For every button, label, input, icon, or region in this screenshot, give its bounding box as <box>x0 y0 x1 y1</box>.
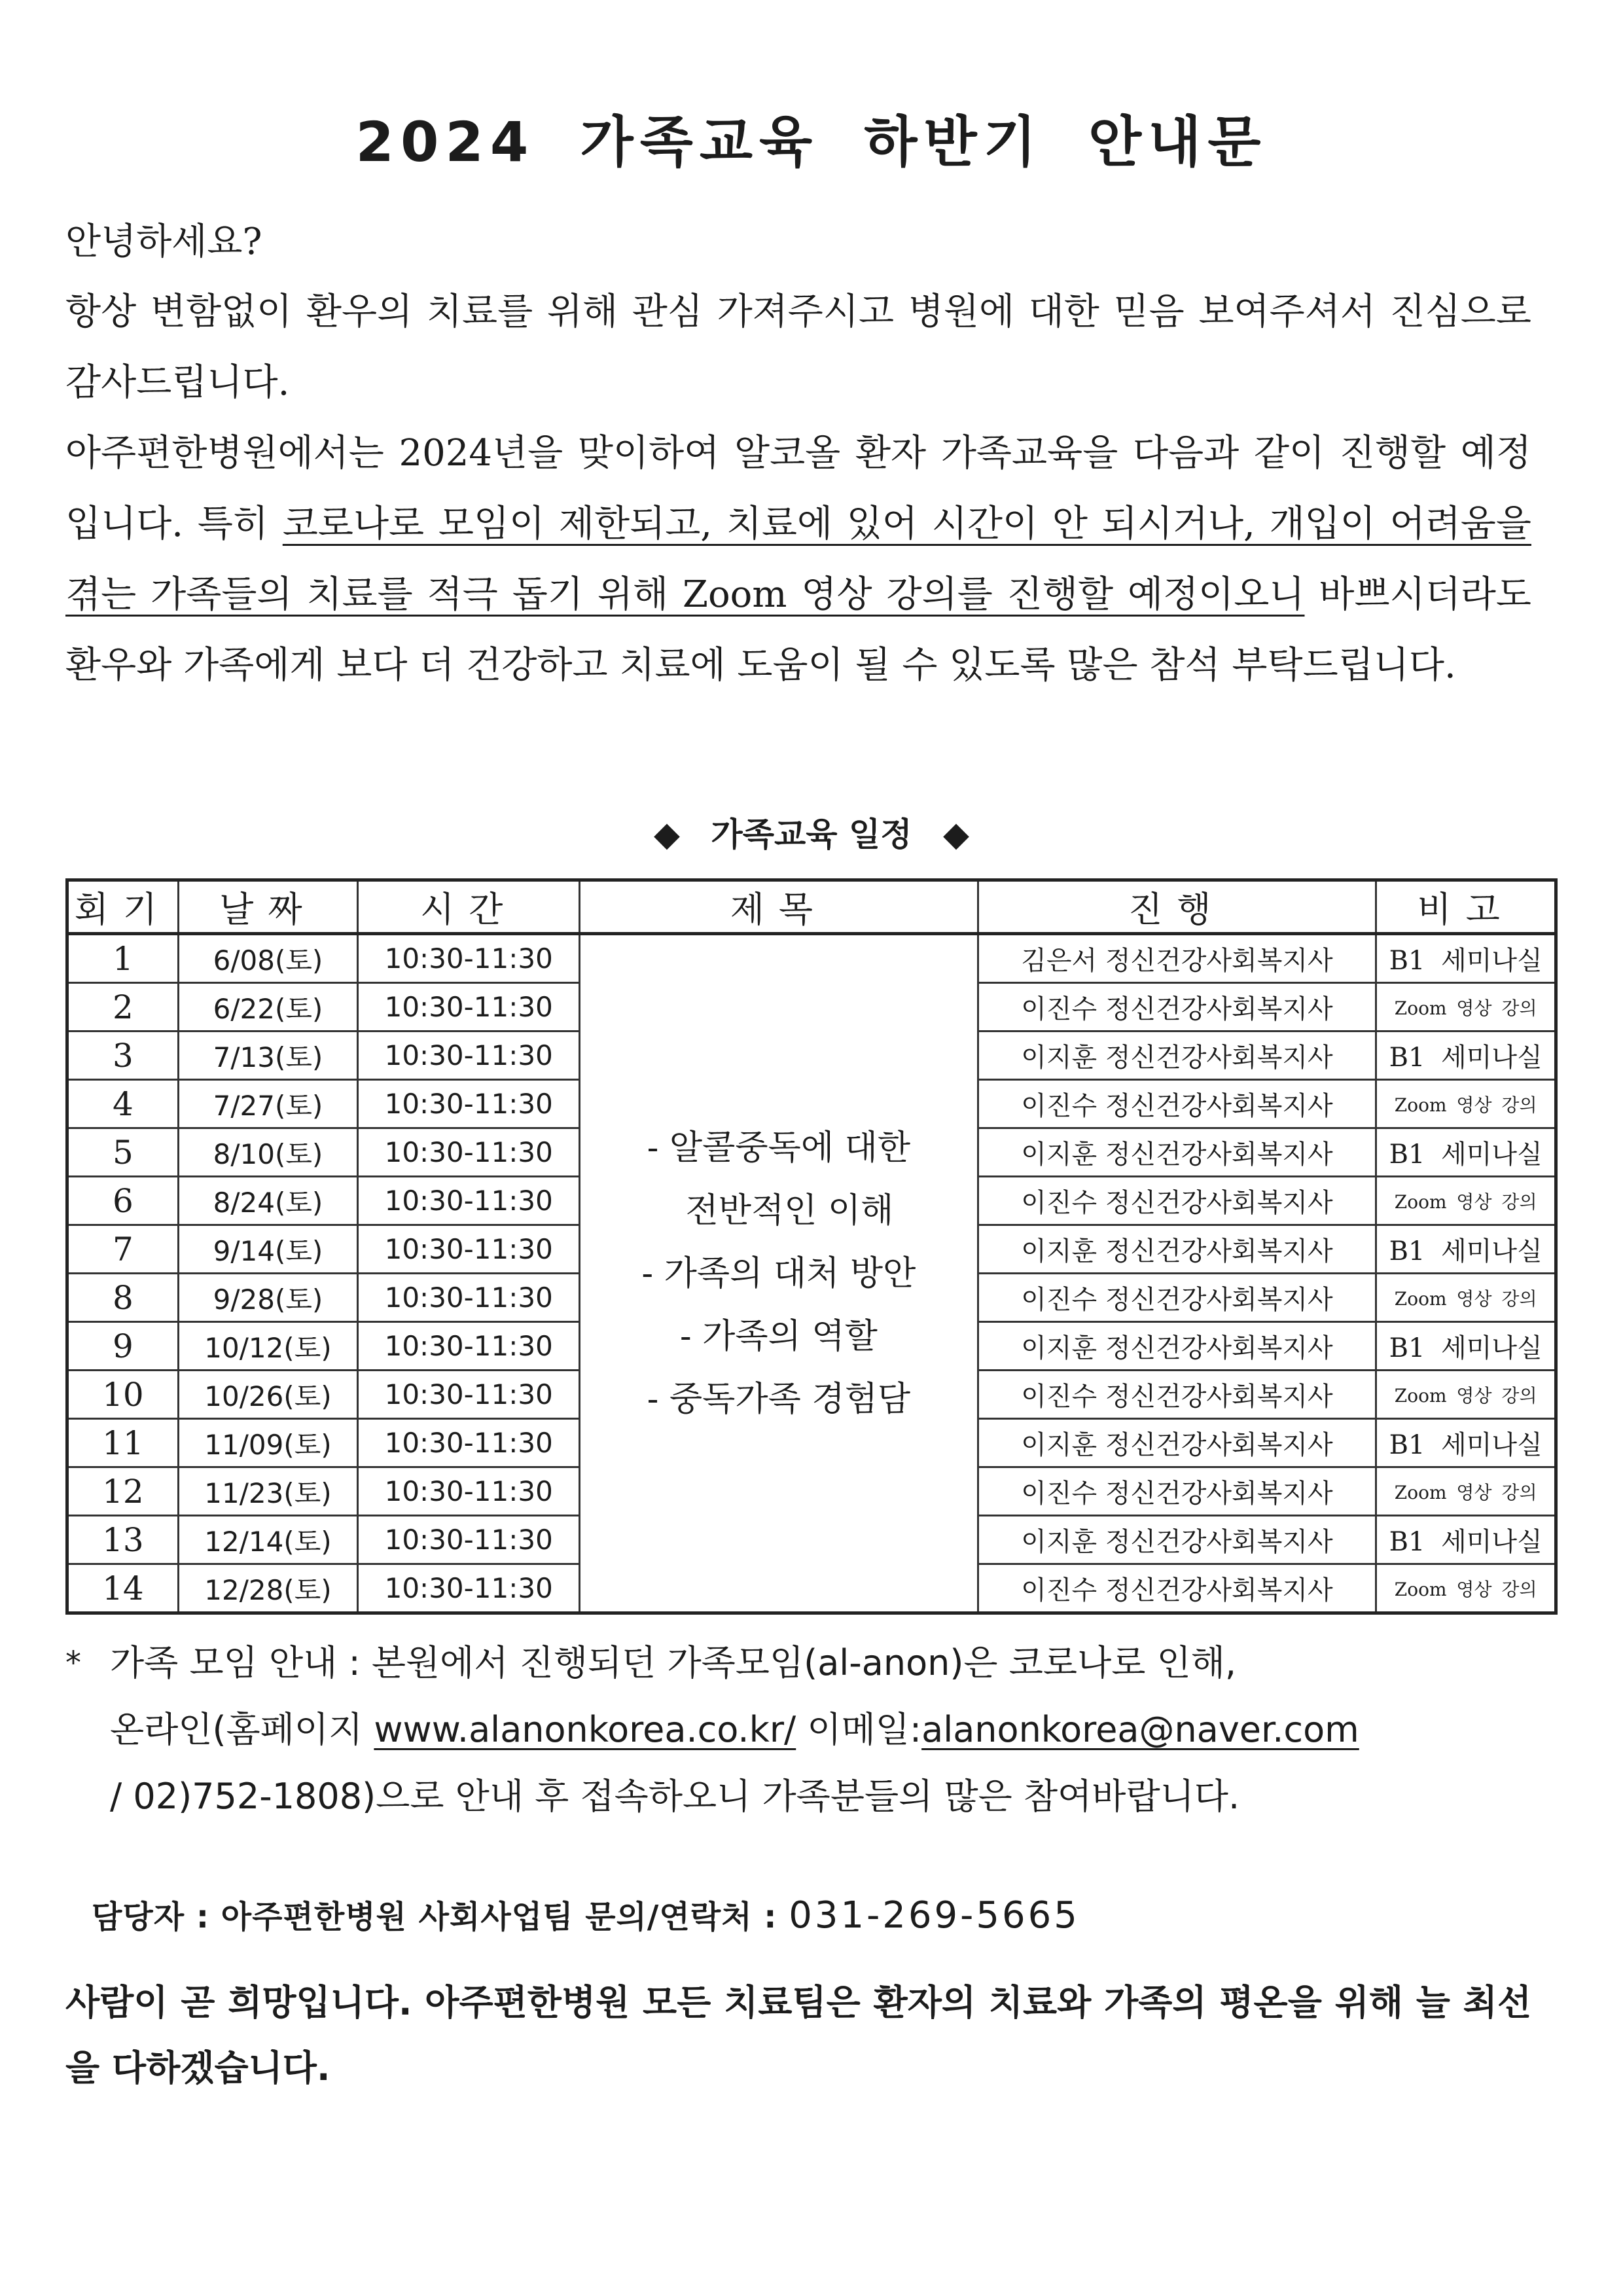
session-number: 14 <box>67 1564 179 1613</box>
session-date: 12/28(토) <box>178 1564 357 1613</box>
notice-line-2-prefix: 온라인(홈페이지 <box>110 1709 374 1750</box>
session-date: 8/24(토) <box>178 1177 357 1225</box>
session-time: 10:30-11:30 <box>358 983 580 1031</box>
session-number: 2 <box>67 983 179 1031</box>
session-number: 11 <box>67 1419 179 1467</box>
schedule-row <box>67 934 1556 983</box>
underlined-notice: 코로나로 모임이 제한되고, 치료에 있어 시간이 안 되시거나, 개입이 어려움을 겪는 가족들의 치료를 적극 돕기 위해 Zoom 영상 강의를 진행할 예정이오니 <box>65 503 1531 616</box>
closing-message: 사람이 곧 희망입니다. 아주편한병원 모든 치료팀은 환자의 치료와 가족의 평온을 위해 늘 최선을 다하겠습니다. <box>65 1982 1531 2089</box>
topic-line: - 알콜중독에 대한 <box>647 1128 911 1168</box>
session-date: 9/14(토) <box>178 1225 357 1274</box>
session-note: B1 세미나실 <box>1376 1128 1556 1177</box>
session-time: 10:30-11:30 <box>358 934 580 983</box>
session-lead: 이진수 정신건강사회복지사 <box>978 1467 1376 1516</box>
session-time: 10:30-11:30 <box>358 1371 580 1419</box>
diamond-bullet-icon: ◆ <box>943 815 970 854</box>
session-number: 5 <box>67 1128 179 1177</box>
session-lead: 이지훈 정신건강사회복지사 <box>978 1225 1376 1274</box>
session-lead: 이지훈 정신건강사회복지사 <box>978 1128 1376 1177</box>
session-date: 8/10(토) <box>178 1128 357 1177</box>
session-number: 9 <box>67 1322 179 1371</box>
contact-label: 담당자 : 아주편한병원 사회사업팀 문의/연락처 : <box>92 1899 789 1935</box>
document-title: 2024 가족교육 하반기 안내문 <box>355 110 1268 174</box>
intro-paragraph: 항상 변함없이 환우의 치료를 위해 관심 가져주시고 병원에 대한 믿음 보여주셔서 진심으로 감사드립니다. <box>65 291 1531 404</box>
session-number: 1 <box>67 934 179 983</box>
session-note: B1 세미나실 <box>1376 1516 1556 1564</box>
main-paragraph-part2: 바쁘시더라도 환우와 가족에게 보다 더 건강하고 치료에 도움이 될 수 있도록 많은 참석 부탁드립니다. <box>65 573 1531 687</box>
session-time: 10:30-11:30 <box>358 1128 580 1177</box>
session-date: 11/23(토) <box>178 1467 357 1516</box>
session-time: 10:30-11:30 <box>358 1564 580 1613</box>
main-paragraph-part1: 아주편한병원에서는 2024년을 맞이하여 알코올 환자 가족교육을 다음과 같이 진행할 예정입니다. 특히 <box>65 432 1531 545</box>
session-time: 10:30-11:30 <box>358 1225 580 1274</box>
session-time: 10:30-11:30 <box>358 1031 580 1080</box>
session-lead: 이진수 정신건강사회복지사 <box>978 1274 1376 1322</box>
session-date: 10/26(토) <box>178 1371 357 1419</box>
session-note: Zoom 영상 강의 <box>1376 1080 1556 1128</box>
session-number: 3 <box>67 1031 179 1080</box>
schedule-header-row <box>67 880 1556 934</box>
header-session: 회기 <box>67 880 179 934</box>
session-date: 6/08(토) <box>178 934 357 983</box>
topic-cell <box>580 934 978 1613</box>
session-lead: 이지훈 정신건강사회복지사 <box>978 1031 1376 1080</box>
session-time: 10:30-11:30 <box>358 1274 580 1322</box>
session-time: 10:30-11:30 <box>358 1467 580 1516</box>
session-date: 12/14(토) <box>178 1516 357 1564</box>
session-lead: 이지훈 정신건강사회복지사 <box>978 1516 1376 1564</box>
session-lead: 김은서 정신건강사회복지사 <box>978 934 1376 983</box>
session-number: 4 <box>67 1080 179 1128</box>
session-date: 11/09(토) <box>178 1419 357 1467</box>
session-time: 10:30-11:30 <box>358 1419 580 1467</box>
session-time: 10:30-11:30 <box>358 1080 580 1128</box>
topic-line: - 가족의 역할 <box>680 1316 878 1356</box>
session-time: 10:30-11:30 <box>358 1516 580 1564</box>
session-date: 6/22(토) <box>178 983 357 1031</box>
topic-line: - 가족의 대처 방안 <box>641 1253 916 1293</box>
notice-line-3: / 02)752-1808)으로 안내 후 접속하오니 가족분들의 많은 참여바랍니다. <box>110 1776 1240 1817</box>
asterisk-icon: * <box>65 1645 81 1681</box>
header-note: 비고 <box>1376 880 1556 934</box>
session-number: 13 <box>67 1516 179 1564</box>
session-lead: 이진수 정신건강사회복지사 <box>978 1080 1376 1128</box>
session-note: B1 세미나실 <box>1376 1031 1556 1080</box>
email-label: 이메일: <box>796 1709 922 1750</box>
main-paragraph <box>65 418 1531 701</box>
contact-phone: 031-269-5665 <box>789 1894 1080 1937</box>
session-lead: 이지훈 정신건강사회복지사 <box>978 1419 1376 1467</box>
greeting: 안녕하세요? <box>65 221 262 263</box>
session-note: Zoom 영상 강의 <box>1376 1177 1556 1225</box>
topic-line: - 중독가족 경험담 <box>647 1379 911 1419</box>
header-topic: 제목 <box>580 880 978 934</box>
session-note: Zoom 영상 강의 <box>1376 1274 1556 1322</box>
schedule-heading-text: 가족교육 일정 <box>711 816 912 853</box>
session-note: Zoom 영상 강의 <box>1376 1371 1556 1419</box>
session-lead: 이진수 정신건강사회복지사 <box>978 983 1376 1031</box>
session-date: 9/28(토) <box>178 1274 357 1322</box>
schedule-heading <box>0 808 1623 855</box>
header-lead: 진행 <box>978 880 1376 934</box>
family-meeting-notice <box>65 1630 1359 1830</box>
homepage-link[interactable]: www.alanonkorea.co.kr/ <box>374 1709 796 1750</box>
session-number: 10 <box>67 1371 179 1419</box>
session-time: 10:30-11:30 <box>358 1177 580 1225</box>
header-date: 날짜 <box>178 880 357 934</box>
session-number: 6 <box>67 1177 179 1225</box>
session-number: 7 <box>67 1225 179 1274</box>
email-link[interactable]: alanonkorea@naver.com <box>921 1709 1359 1750</box>
session-note: Zoom 영상 강의 <box>1376 1467 1556 1516</box>
contact-info <box>92 1892 1080 1937</box>
session-lead: 이지훈 정신건강사회복지사 <box>978 1322 1376 1371</box>
session-date: 7/13(토) <box>178 1031 357 1080</box>
session-note: B1 세미나실 <box>1376 1225 1556 1274</box>
session-number: 8 <box>67 1274 179 1322</box>
notice-line-2 <box>65 1696 1359 1763</box>
session-note: B1 세미나실 <box>1376 934 1556 983</box>
session-date: 7/27(토) <box>178 1080 357 1128</box>
session-date: 10/12(토) <box>178 1322 357 1371</box>
notice-line-1: 가족 모임 안내 : 본원에서 진행되던 가족모임(al-anon)은 코로나로 인해, <box>110 1642 1237 1683</box>
diamond-bullet-icon: ◆ <box>653 815 680 854</box>
schedule-table <box>65 878 1558 1615</box>
topic-line: 전반적인 이해 <box>664 1191 894 1230</box>
session-note: Zoom 영상 강의 <box>1376 983 1556 1031</box>
header-time: 시간 <box>358 880 580 934</box>
session-number: 12 <box>67 1467 179 1516</box>
session-note: B1 세미나실 <box>1376 1419 1556 1467</box>
session-lead: 이진수 정신건강사회복지사 <box>978 1371 1376 1419</box>
session-note: Zoom 영상 강의 <box>1376 1564 1556 1613</box>
session-lead: 이진수 정신건강사회복지사 <box>978 1564 1376 1613</box>
session-time: 10:30-11:30 <box>358 1322 580 1371</box>
session-lead: 이진수 정신건강사회복지사 <box>978 1177 1376 1225</box>
session-note: B1 세미나실 <box>1376 1322 1556 1371</box>
